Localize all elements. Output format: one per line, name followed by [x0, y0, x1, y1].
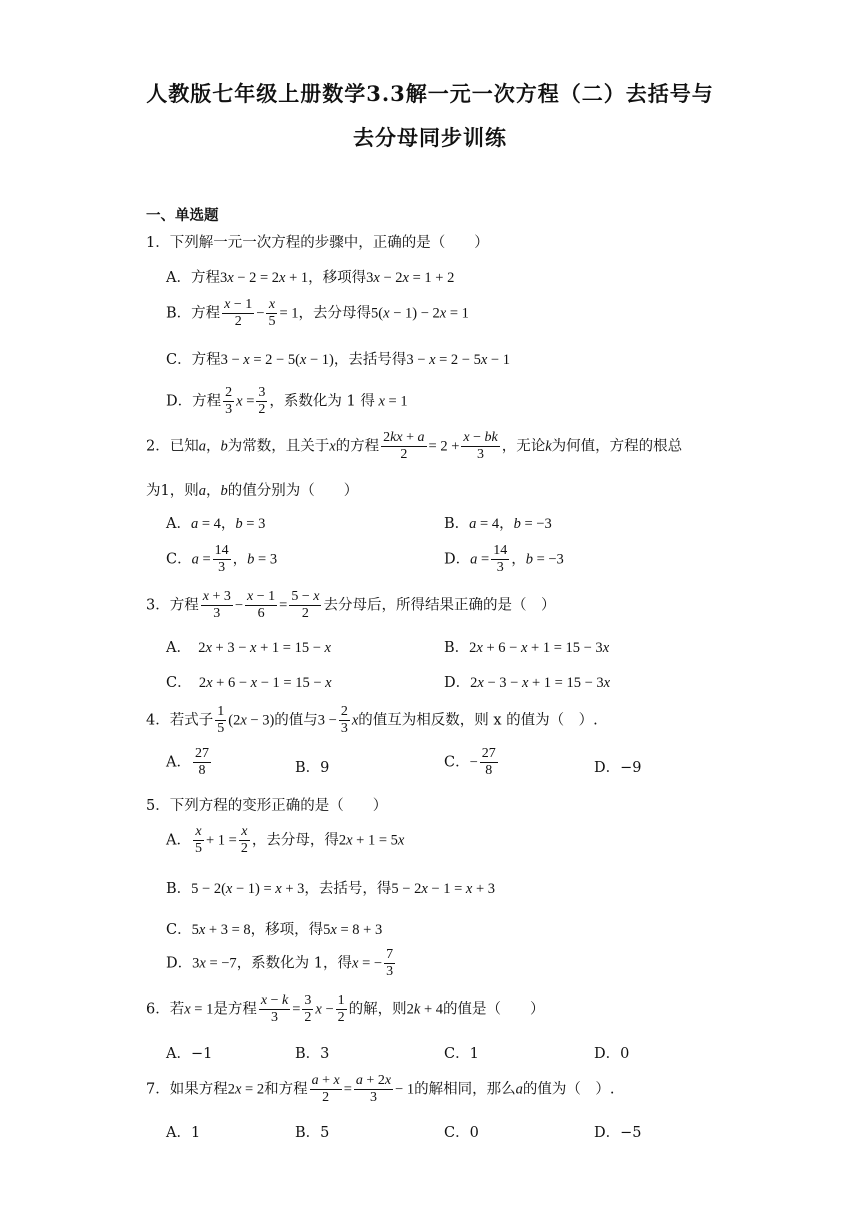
q4-option-a: A． $\frac{27}{8}$: [166, 746, 209, 778]
q5-option-c: C．5x + 3 = 8，移项，得5x = 8 + 3: [166, 922, 383, 938]
q1-option-d: D．方程 $\frac{2}{3}$ x = $\frac{3}{2}$ ，系数化为 1 得 x = 1: [166, 385, 408, 417]
q2-option-d: D．a = $\frac{14}{3}$ ，b = −3: [444, 543, 564, 575]
q2-option-c: C．a = $\frac{14}{3}$ ，b = 3: [166, 543, 278, 575]
q1-option-c: C．方程3 − x = 2 − 5(x − 1)，去括号得3 − x = 2 − 5x − 1: [166, 352, 510, 368]
q3-stem: 3．方程 $\frac{x + 3}{3}$ − $\frac{x - 1}{6}$ = $\frac{5 - x}{2}$ 去分母后，所得结果正确的是（ ）: [146, 589, 556, 621]
section-heading: 一、单选题: [146, 207, 219, 224]
q6-option-c: C．1: [444, 1046, 479, 1062]
q6-stem: 6．若x = 1是方程 $\frac{x - k}{3}$ = $\frac{3}{2}$ x − $\frac{1}{2}$ 的解，则2k + 4的值是（ ）: [146, 993, 545, 1025]
q7-option-b: B．5: [295, 1125, 330, 1141]
q3-option-d: D．2x − 3 − x + 1 = 15 − 3x: [444, 675, 611, 691]
page-title-line2: 去分母同步训练: [353, 125, 507, 150]
q1-stem: 1．下列解一元一次方程的步骤中，正确的是（ ）: [146, 235, 489, 251]
q3-option-a: A． 2x + 3 − x + 1 = 15 − x: [166, 640, 331, 656]
q5-stem: 5．下列方程的变形正确的是（ ）: [146, 798, 388, 814]
q7-stem: 7．如果方程2x = 2和方程 $\frac{a + x}{2}$ = $\frac{a + 2x}{3}$ − 1的解相同，那么a的值为（ ）.: [146, 1073, 615, 1105]
q2-option-a: A．a = 4，b = 3: [166, 516, 266, 532]
q1-option-a: A．方程3x − 2 = 2x + 1，移项得3x − 2x = 1 + 2: [166, 270, 455, 286]
q6-option-b: B．3: [295, 1046, 330, 1062]
q6-option-a: A．−1: [166, 1046, 213, 1062]
q7-option-a: A．1: [166, 1125, 201, 1141]
q7-option-c: C．0: [444, 1125, 479, 1141]
page-title-line1: 人教版七年级上册数学3.3解一元一次方程（二）去括号与: [146, 81, 714, 106]
q6-option-d: D．0: [594, 1046, 630, 1062]
q4-option-c: C．− $\frac{27}{8}$: [444, 746, 496, 778]
q4-option-b: B．9: [295, 760, 330, 776]
q3-option-b: B．2x + 6 − x + 1 = 15 − 3x: [444, 640, 610, 656]
q4-stem: 4．若式子 $\frac{1}{5}$ (2x − 3)的值与3 − $\frac{2}{3}$ x的值互为相反数，则 x 的值为（ ）.: [146, 704, 598, 736]
q5-option-a: A． $\frac{x}{5}$ + 1 = $\frac{x}{2}$ ，去分母，得2x + 1 = 5x: [166, 824, 405, 856]
q3-option-c: C． 2x + 6 − x − 1 = 15 − x: [166, 675, 332, 691]
q2-stem-line1: 2．已知a，b为常数，且关于x的方程 $\frac{2kx + a}{2}$ = 2 + $\frac{x - bk}{3}$ ，无论k为何值，方程的根总: [146, 430, 683, 462]
q7-option-d: D．−5: [594, 1125, 642, 1141]
q2-option-b: B．a = 4，b = −3: [444, 516, 552, 532]
q4-option-d: D．−9: [594, 760, 642, 776]
q1-option-b: B．方程 $\frac{x - 1}{2}$ − $\frac{x}{5}$ = 1，去分母得5(x − 1) − 2x = 1: [166, 297, 469, 329]
q5-option-d: D．3x = −7，系数化为 1，得x = − $\frac{7}{3}$: [166, 947, 394, 979]
q5-option-b: B．5 − 2(x − 1) = x + 3，去括号，得5 − 2x − 1 = x + 3: [166, 881, 496, 897]
q2-stem-line2: 为1，则a，b的值分别为（ ）: [146, 483, 359, 499]
